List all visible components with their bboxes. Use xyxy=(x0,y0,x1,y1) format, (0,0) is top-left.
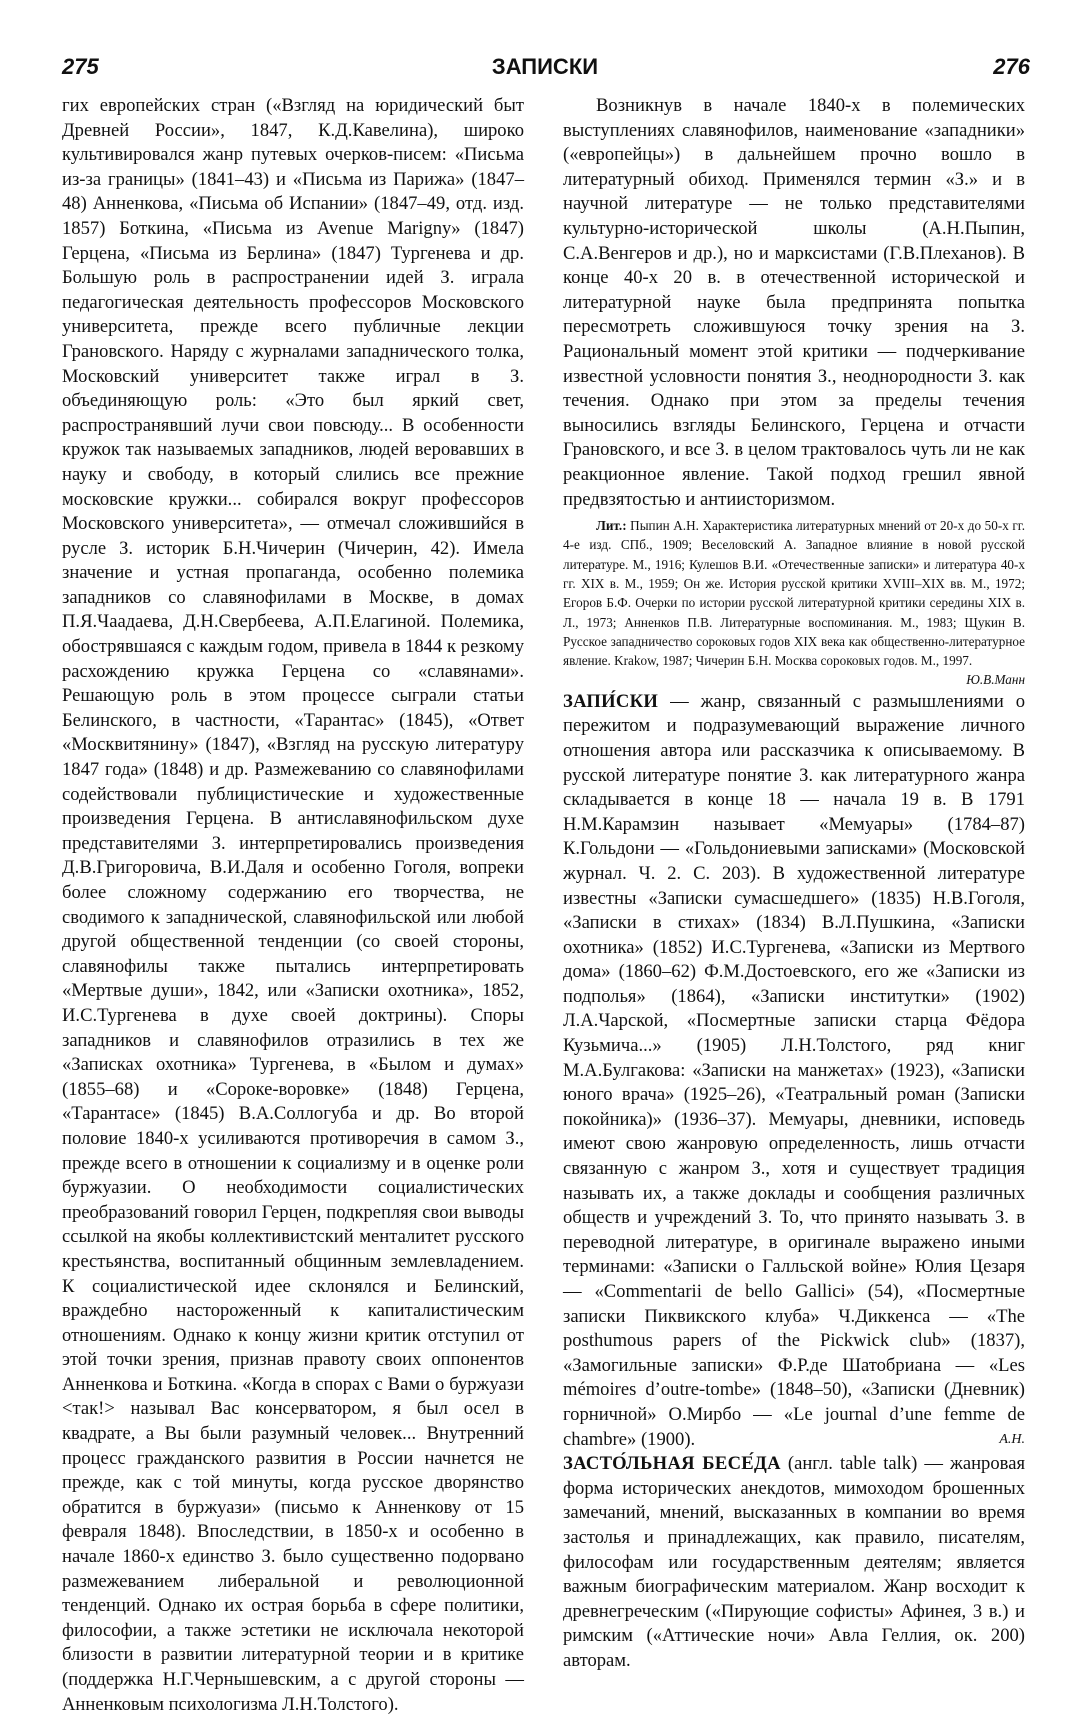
literature-text: Пыпин А.Н. Характеристика литературных мнений от 20-х до 50-х гг. 4-е изд. СПб., 1909; Веселовский А. Западное влияние в новой русской литературе. М., 1916; Кулешов В.И. «Отечественные записки» и литература 40-х гг. XIX в. М., 1959; Он же. История русской критики XVIII–XIX вв. М., 1972; Егоров Б.Ф. Очерки по истории русской литературной критики середины XIX в. Л., 1973; Анненков П.В. Литературные воспоминания. М., 1983; Щукин В. Русское западничество сороковых годов XIX века как общественно-литературное явление. Krakow, 1987; Чичерин Б.Н. Москва сороковых годов. М., 1997. xyxy=(563,518,1025,669)
entry-zapiski-text: — жанр, связанный с размышлениями о пережитом и подразумевающий выражение личного отношения автора или рассказчика к описываемому. В русской литературе понятие З. как литературного жанра складывается в конце 18 — начала 19 в. В 1791 Н.М.Карамзин называет «Мемуары» (1784–87) К.Гольдони — «Гольдониевыми записками» (Московской журнал. Ч. 2. С. 203). В художественной литературе известны «Записки сумасшедшего» (1835) Н.В.Гоголя, «Записки в стихах» (1834) В.Л.Пушкина, «Записки охотника» (1852) И.С.Тургенева, «Записки из Мертвого дома» (1860–62) Ф.М.Достоевского, его же «Записки из подполья» (1864), «Записки институтки» (1902) Л.А.Чарской, «Посмертные записки старца Фёдора Кузьмича...» (1905) Л.Н.Толстого, ряд книг М.А.Булгакова: «Записки на манжетах» (1923), «Записки юного врача» (1925–26), «Театральный роман (Записки покойника)» (1936–37). Мемуары, дневники, исповедь имеют свою жанровую определенность, лишь отчасти связанную с жанром З., хотя и существует традиция называть их, а также доклады и сообщения различных обществ и учреждений З. То, что принято называть З. в переводной литературе, в оригинале выражено иными терминами: «Записки о Галльской войне» Юлия Цезаря — «Commentarii de bello Gallici» (54), «Посмертные записки Пиквикского клуба» Ч.Диккенса — «The posthumous papers of the Pickwick club» (1837), «Замогильные записки» Ф.Р.де Шатобриана — «Les mémoires d’outre-tombe» (1848–50), «Записки (Дневник) горничной» О.Мирбо — «Le journal d’une femme de chambre» (1900). xyxy=(563,690,1025,1450)
running-title: ЗАПИСКИ xyxy=(491,54,599,79)
entry-zapiski-author: А.Н. xyxy=(999,1431,1025,1447)
page-number-left: 275 xyxy=(62,54,99,79)
left-column-text: гих европейских стран («Взгляд на юридический быт Древней России», 1847, К.Д.Кавелина), широко культивировался жанр путевых очерков-писем: «Письма из-за границы» (1841–43) и «Письма из Парижа» (1847–48) Анненкова, «Письма об Испании» (1847–49, отд. изд. 1857) Боткина, «Письма из Avenue Marigny» (1847) Герцена, «Письма из Берлина» (1847) Тургенева и др. Большую роль в распространении идей З. играла педагогическая деятельность профессоров Московского университета, прежде всего публичные лекции Грановского. Наряду с журналами западнического толка, Московский университет также играл в З. объединяющую роль: «Это был яркий свет, распространявший лучи свои повсюду... В особенности кружок так называемых западников, людей веровавших в науку и свободу, в который слились все прежние московские кружки... собирался вокруг профессоров Московского университета», — отмечал сложившийся в русле З. историк Б.Н.Чичерин (Чичерин, 42). Имела значение и устная пропаганда, особенно полемика западников со славянофилами в Москве, в домах П.Я.Чаадаева, Д.Н.Свербеева, А.П.Елагиной. Полемика, обострявшаяся с каждым годом, привела в 1844 к резкому расхождению кружка Герцена со «славянами». Решающую роль в этом процессе сыграли статьи Белинского, в частности, «Тарантас» (1845), «Ответ «Москвитянину» (1847), «Взгляд на русскую литературу 1847 года» (1848) и др. Размежеванию со славянофилами содействовали публицистические и художественные произведения Герцена. В антиславянофильском духе представителями З. интерпретировались произведения Д.В.Григоровича, В.И.Даля и особенно Гоголя, вопреки более сложному содержанию его творчества, не сводимого к западнической, славянофильской или любой другой общественной тенденции (со своей стороны, славянофилы также пытались интерпретировать «Мертвые души», 1842, или «Записки охотника», 1852, И.С.Тургенева в духе своей доктрины). Споры западников и славянофилов отразились в тех же «Записках охотника» Тургенева, в «Былом и думах» (1855–68) и «Сороке-воровке» (1848) Герцена, «Тарантасе» (1845) В.А.Соллогуба и др. Во второй половие 1840-х усиливаются противоречия в самом З., прежде всего в отношении к социализму и в оценке роли буржуазии. О необходимости социалистических преобразований говорил Герцен, подкрепляя свои выводы ссылкой на якобы коллективистский менталитет русского крестьянства, воспитанный общинным землевладением. К социалистической идее склонялся и Белинский, враждебно настороженный к капиталистическим отношениям. Однако к концу жизни критик отступил от этой точки зрения, признав правоту своих оппонентов Анненкова и Боткина. «Когда в спорах с Вами о буржуази <так!> называл Вас консерватором, я был осел в квадрате, а Вы были разумный человек... Внутренний процесс гражданского развития в России начнется не прежде, как с той минуты, когда русское дворянство обратится в буржуази» (письмо к Анненкову от 15 февраля 1848). Впоследствии, в 1850-х и особенно в начале 1860-х единство З. было существенно подорвано размежеванием либеральной и революционной тенденций. Однако их острая борьба в сфере политики, философии, а также эстетики не исключала некоторой близости в развитии литературной теории и в критике (поддержка Н.Г.Чернышевским, а с другой стороны — Анненковым психологизма Л.Н.Толстого). xyxy=(62,95,524,1715)
entry-zastolnaya-text: (англ. table talk) — жанровая форма исторических анекдотов, мимоходом брошенных замечаний, мнений, высказанных в компании во время застолья и принадлежащих, как правило, писателям, философам или государственным деятелям; является важным биографическим материалом. Жанр восходит к древнегреческим («Пирующие софисты» Афинея, 3 в.) и римским («Аттические ночи» Авла Геллия, ок. 200) авторам. xyxy=(563,1453,1025,1671)
entry-zapiski xyxy=(563,690,1025,1452)
page-number-right: 276 xyxy=(993,54,1030,79)
intro-paragraph: Возникнув в начале 1840-х в полемических выступлениях славянофилов, наименование «западники» («европейцы») в дальнейшем прочно вошло в литературный обиход. Применялся термин «З.» и в научной литературе — не только представителями культурно-исторической школы (А.Н.Пыпин, С.А.Венгеров и др.), но и марксистами (Г.В.Плеханов). В конце 40-х 20 в. в отечественной исторической и литературной науке была предпринята попытка пересмотреть сложившуюся точку зрения на З. Рациональный момент этой критики — подчеркивание известной условности понятия З., неоднородности З. как течения. Однако при этом за пределы течения выносились взгляды Белинского, Герцена и отчасти Грановского, и все З. в целом трактовалось чуть ли не как реакционное явление. Такой подход грешил явной предвзятостью и антиисторизмом. xyxy=(563,95,1025,510)
entry-zapiski-headword: ЗАПИ́СКИ xyxy=(563,690,659,712)
literature-block xyxy=(563,516,1025,690)
entry-zastolnaya-headword: ЗАСТО́ЛЬНАЯ БЕСЕ́ДА xyxy=(563,1453,781,1475)
left-column xyxy=(62,94,524,1717)
right-column xyxy=(563,94,1025,1674)
entry-zastolnaya xyxy=(563,1452,1025,1673)
literature-author: Ю.В.Манн xyxy=(966,672,1025,688)
literature-label: Лит.: xyxy=(596,518,627,534)
page-header xyxy=(60,50,1030,86)
